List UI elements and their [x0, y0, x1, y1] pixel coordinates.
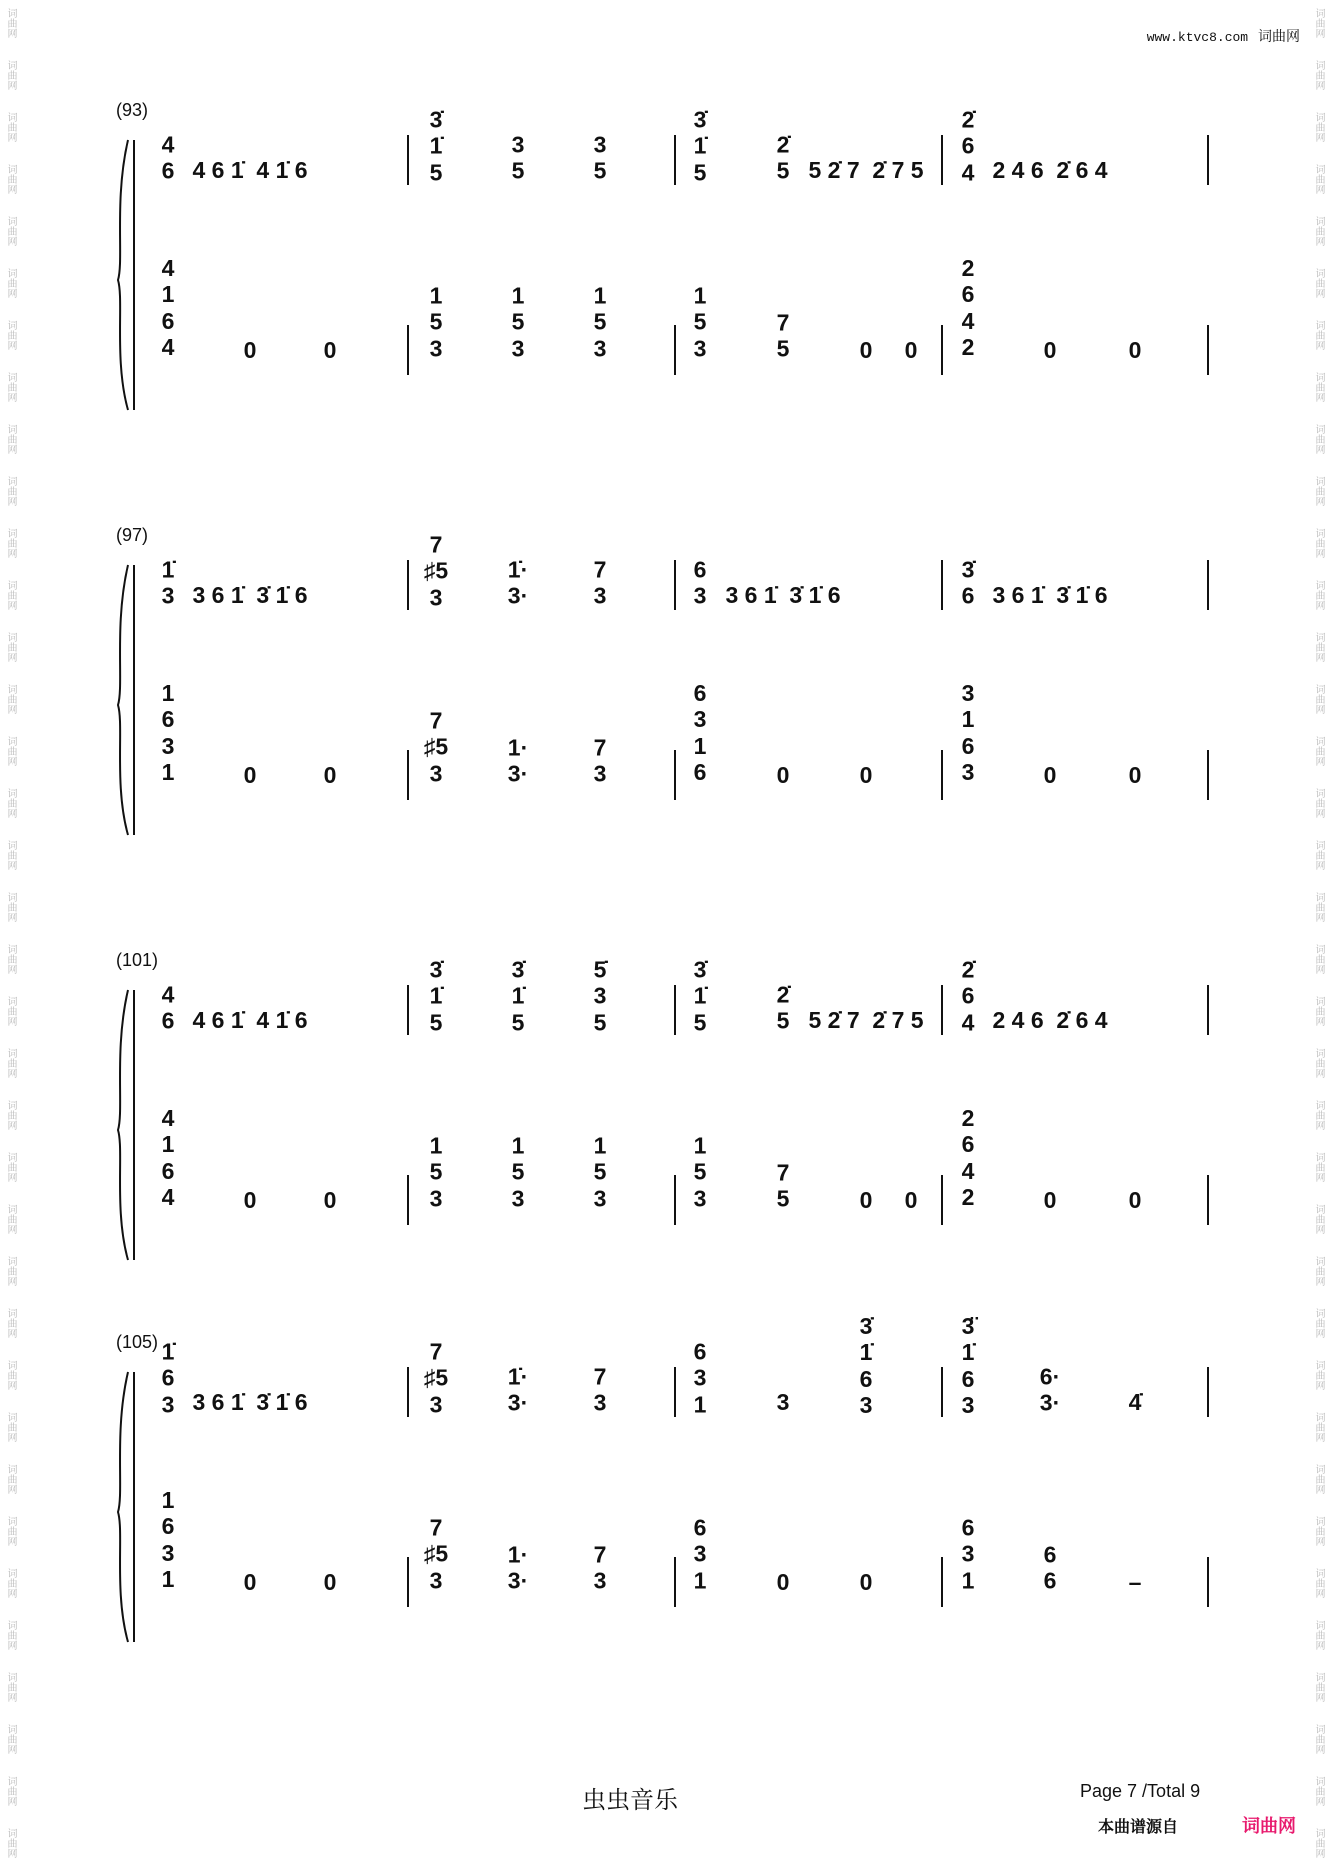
margin-watermark-text: 词曲网 — [5, 60, 16, 90]
source-label: 本曲谱源自 — [1098, 1819, 1179, 1836]
margin-watermark-text: 词曲网 — [5, 580, 16, 610]
margin-watermark-text: 词曲网 — [5, 1620, 16, 1650]
margin-watermark-text: 词曲网 — [5, 1308, 16, 1338]
footer-center-text: 虫虫音乐 — [582, 1788, 678, 1814]
margin-watermark-text: 词曲网 — [5, 112, 16, 142]
lower-note: 1 5 3 — [693, 282, 707, 362]
margin-watermark-text: 词曲网 — [5, 1412, 16, 1442]
margin-watermark-text: 词曲网 — [5, 1256, 16, 1286]
lower-note: 0 — [1128, 761, 1142, 788]
upper-note: 4 6 1̇ 4 1̇ 6 — [192, 156, 308, 183]
margin-watermark-text: 词曲网 — [1313, 1412, 1324, 1442]
margin-watermark-text: 词曲网 — [5, 892, 16, 922]
margin-watermark-text: 词曲网 — [1313, 424, 1324, 454]
lower-note: 0 — [323, 1568, 337, 1595]
lower-note: 1· 3· — [507, 1541, 529, 1594]
margin-watermark-text: 词曲网 — [5, 528, 16, 558]
lower-note: 1 5 3 — [511, 1132, 525, 1212]
system-brace — [118, 140, 128, 410]
lower-note: 6 3 1 — [693, 1514, 707, 1594]
margin-watermark-text: 词曲网 — [1313, 528, 1324, 558]
margin-watermark-text: 词曲网 — [1313, 216, 1324, 246]
margin-watermark-text: 词曲网 — [1313, 1672, 1324, 1702]
lower-note: 1 5 3 — [429, 1132, 443, 1212]
upper-note: 1̇· 3· — [507, 556, 529, 609]
system-brace — [118, 990, 128, 1260]
margin-watermark-text: 词曲网 — [5, 1100, 16, 1130]
system-brace — [118, 565, 128, 835]
margin-watermark-text: 词曲网 — [5, 684, 16, 714]
upper-note: 5 2̇ 7 2̇ 7 5 — [808, 156, 924, 183]
margin-watermark-text: 词曲网 — [5, 1360, 16, 1390]
margin-watermark-text: 词曲网 — [1313, 8, 1324, 38]
upper-note: 3 5 — [593, 131, 607, 184]
upper-note: 2̇ 6 4 — [961, 106, 975, 186]
upper-note: 3 6 1̇ 3̇ 1̇ 6 — [992, 581, 1108, 608]
margin-watermark-text: 词曲网 — [1313, 1048, 1324, 1078]
margin-watermark-text: 词曲网 — [5, 1204, 16, 1234]
margin-watermark-text: 词曲网 — [1313, 476, 1324, 506]
upper-note: 4 6 — [161, 131, 175, 184]
lower-note: 0 — [776, 761, 790, 788]
lower-note: 1 5 3 — [593, 1132, 607, 1212]
margin-watermark-text: 词曲网 — [1313, 1360, 1324, 1390]
lower-note: 6 6 — [1043, 1541, 1057, 1594]
lower-note: 0 — [1043, 336, 1057, 363]
lower-note: 0 — [859, 1186, 873, 1213]
margin-watermark-text: 词曲网 — [5, 164, 16, 194]
upper-note: 5 2̇ 7 2̇ 7 5 — [808, 1006, 924, 1033]
margin-watermark-text: 词曲网 — [1313, 372, 1324, 402]
margin-watermark-text: 词曲网 — [5, 1724, 16, 1754]
margin-watermark-text: 词曲网 — [1313, 320, 1324, 350]
upper-note: 6· 3· — [1039, 1363, 1061, 1416]
margin-watermark-text: 词曲网 — [1313, 1152, 1324, 1182]
lower-note: 0 — [323, 336, 337, 363]
upper-note: 2̇ 5 — [776, 131, 790, 184]
margin-watermark-text: 词曲网 — [5, 1776, 16, 1806]
measure-number: (105) — [116, 1332, 159, 1352]
site-url[interactable]: www.ktvc8.com — [1146, 30, 1249, 45]
margin-watermark-text: 词曲网 — [1313, 788, 1324, 818]
margin-watermark-text: 词曲网 — [5, 944, 16, 974]
lower-note: 0 — [1128, 1186, 1142, 1213]
upper-note: 3̇ 1̇ 5 — [693, 106, 707, 186]
margin-watermark-text: 词曲网 — [5, 840, 16, 870]
margin-watermark-text: 词曲网 — [1313, 580, 1324, 610]
upper-note: 2̇ 6 4 — [961, 956, 975, 1036]
upper-note: 2 4 6 2̇ 6 4 — [992, 1006, 1108, 1033]
lower-note: 6 3 1 6 — [693, 680, 707, 786]
lower-note: 0 — [243, 336, 257, 363]
lower-note: 1 5 3 — [429, 282, 443, 362]
lower-note: 3 1 6 3 — [961, 680, 975, 786]
lower-note: 2 6 4 2 — [961, 1105, 975, 1211]
margin-watermark-text: 词曲网 — [5, 736, 16, 766]
lower-note: 4 1 6 4 — [161, 255, 175, 361]
upper-note: 3̇ 1̇ 6 3 — [859, 1313, 873, 1419]
margin-watermark-text: 词曲网 — [1313, 164, 1324, 194]
margin-watermark-text: 词曲网 — [1313, 1308, 1324, 1338]
lower-note: 0 — [859, 1568, 873, 1595]
lower-note: 0 — [1043, 761, 1057, 788]
lower-note: 0 — [243, 761, 257, 788]
margin-watermark-text: 词曲网 — [5, 996, 16, 1026]
upper-note: 4 6 — [161, 981, 175, 1034]
upper-note: 3̇ 1̇ 5 — [429, 106, 443, 186]
lower-note: 1 5 3 — [693, 1132, 707, 1212]
upper-note: 1̇ 3 — [161, 556, 175, 609]
lower-note: 7 3 — [593, 1541, 607, 1594]
margin-watermark-text: 词曲网 — [5, 1672, 16, 1702]
margin-watermark-text: 词曲网 — [1313, 1256, 1324, 1286]
margin-watermark-text: 词曲网 — [5, 320, 16, 350]
lower-note: 1 5 3 — [511, 282, 525, 362]
margin-watermark-text: 词曲网 — [1313, 996, 1324, 1026]
brand-link[interactable]: 词曲网 — [1242, 1816, 1296, 1836]
lower-note: 2 6 4 2 — [961, 255, 975, 361]
page-indicator: Page 7 /Total 9 — [1080, 1781, 1201, 1801]
margin-watermark-text: 词曲网 — [1313, 1516, 1324, 1546]
lower-note: 0 — [904, 336, 918, 363]
margin-watermark-text: 词曲网 — [1313, 112, 1324, 142]
margin-watermark-text: 词曲网 — [1313, 60, 1324, 90]
upper-note: 4 6 1̇ 4 1̇ 6 — [192, 1006, 308, 1033]
margin-watermark-text: 词曲网 — [1313, 1828, 1324, 1858]
margin-watermark-text: 词曲网 — [1313, 1100, 1324, 1130]
lower-note: 0 — [243, 1186, 257, 1213]
margin-watermark-text: 词曲网 — [1313, 1464, 1324, 1494]
measure-number: (97) — [116, 525, 149, 545]
lower-note: 0 — [776, 1568, 790, 1595]
upper-note: 7 3 — [593, 1363, 607, 1416]
lower-note: 7 5 — [776, 1159, 790, 1212]
upper-note: 3 6 1̇ 3̇ 1̇ 6 — [192, 1388, 308, 1415]
upper-note: 7 3 — [593, 556, 607, 609]
upper-note: 3̈ 1̇ 6 3 — [961, 1313, 975, 1419]
margin-watermark-text: 词曲网 — [1313, 892, 1324, 922]
margin-watermark-text: 词曲网 — [5, 424, 16, 454]
lower-note: 1· 3· — [507, 734, 529, 787]
lower-note: 4 1 6 4 — [161, 1105, 175, 1211]
margin-watermark-text: 词曲网 — [1313, 944, 1324, 974]
upper-note: 7 ♯5 3 — [423, 1338, 449, 1418]
measure-number: (101) — [116, 950, 159, 970]
upper-note: 2 4 6 2̇ 6 4 — [992, 156, 1108, 183]
upper-note: 1̇· 3· — [507, 1363, 529, 1416]
margin-watermark-text: 词曲网 — [5, 268, 16, 298]
lower-note: 1 6 3 1 — [161, 680, 175, 786]
margin-watermark-text: 词曲网 — [5, 216, 16, 246]
upper-note: 3̇ 1̇ 5 — [429, 956, 443, 1036]
upper-note: 2̇ 5 — [776, 981, 790, 1034]
upper-note: 3 — [776, 1388, 790, 1415]
upper-note: 6 3 1 — [693, 1338, 707, 1418]
upper-note: 4̇ — [1128, 1388, 1142, 1415]
upper-note: 3̇ 1̇ 5 — [693, 956, 707, 1036]
lower-note: 0 — [323, 761, 337, 788]
margin-watermark-text: 词曲网 — [1313, 268, 1324, 298]
margin-watermark-text: 词曲网 — [5, 1828, 16, 1858]
upper-note: 7 ♯5 3 — [423, 531, 449, 611]
margin-watermark-text: 词曲网 — [5, 1048, 16, 1078]
lower-note: 0 — [859, 761, 873, 788]
measure-number: (93) — [116, 100, 149, 120]
margin-watermark-text: 词曲网 — [1313, 1776, 1324, 1806]
upper-note: 1̇ 6 3 — [161, 1338, 175, 1418]
lower-note: 6 3 1 — [961, 1514, 975, 1594]
lower-note: 1 5 3 — [593, 282, 607, 362]
upper-note: 6 3 — [693, 556, 707, 609]
site-name[interactable]: 词曲网 — [1258, 28, 1300, 44]
margin-watermark-text: 词曲网 — [5, 1152, 16, 1182]
margin-watermark-text: 词曲网 — [5, 8, 16, 38]
lower-note: 0 — [904, 1186, 918, 1213]
margin-watermark-text: 词曲网 — [5, 372, 16, 402]
upper-note: 3̇ 1̇ 5 — [511, 956, 525, 1036]
upper-note: 3 6 1̇ 3̇ 1̇ 6 — [725, 581, 841, 608]
margin-watermark-text: 词曲网 — [5, 1516, 16, 1546]
system-brace — [118, 1372, 128, 1642]
lower-note: 0 — [1043, 1186, 1057, 1213]
lower-note: 0 — [859, 336, 873, 363]
margin-watermark-text: 词曲网 — [1313, 736, 1324, 766]
lower-note: 0 — [323, 1186, 337, 1213]
margin-watermark-text: 词曲网 — [1313, 1620, 1324, 1650]
margin-watermark-text: 词曲网 — [1313, 1568, 1324, 1598]
margin-watermark-text: 词曲网 — [1313, 840, 1324, 870]
margin-watermark-text: 词曲网 — [5, 1464, 16, 1494]
margin-watermark-text: 词曲网 — [1313, 684, 1324, 714]
margin-watermark-text: 词曲网 — [5, 632, 16, 662]
lower-note: 7 3 — [593, 734, 607, 787]
lower-note: – — [1128, 1568, 1142, 1595]
lower-note: 7 ♯5 3 — [423, 707, 449, 787]
upper-note: 5̇ 3 5 — [593, 956, 607, 1036]
margin-watermark-text: 词曲网 — [5, 476, 16, 506]
lower-note: 1 6 3 1 — [161, 1487, 175, 1593]
lower-note: 7 ♯5 3 — [423, 1514, 449, 1594]
lower-note: 0 — [1128, 336, 1142, 363]
margin-watermark-text: 词曲网 — [1313, 632, 1324, 662]
upper-note: 3̇ 6 — [961, 556, 975, 609]
lower-note: 7 5 — [776, 309, 790, 362]
upper-note: 3 5 — [511, 131, 525, 184]
lower-note: 0 — [243, 1568, 257, 1595]
margin-watermark-text: 词曲网 — [1313, 1204, 1324, 1234]
margin-watermark-text: 词曲网 — [1313, 1724, 1324, 1754]
margin-watermark-text: 词曲网 — [5, 1568, 16, 1598]
margin-watermark-text: 词曲网 — [5, 788, 16, 818]
upper-note: 3 6 1̇ 3̇ 1̇ 6 — [192, 581, 308, 608]
